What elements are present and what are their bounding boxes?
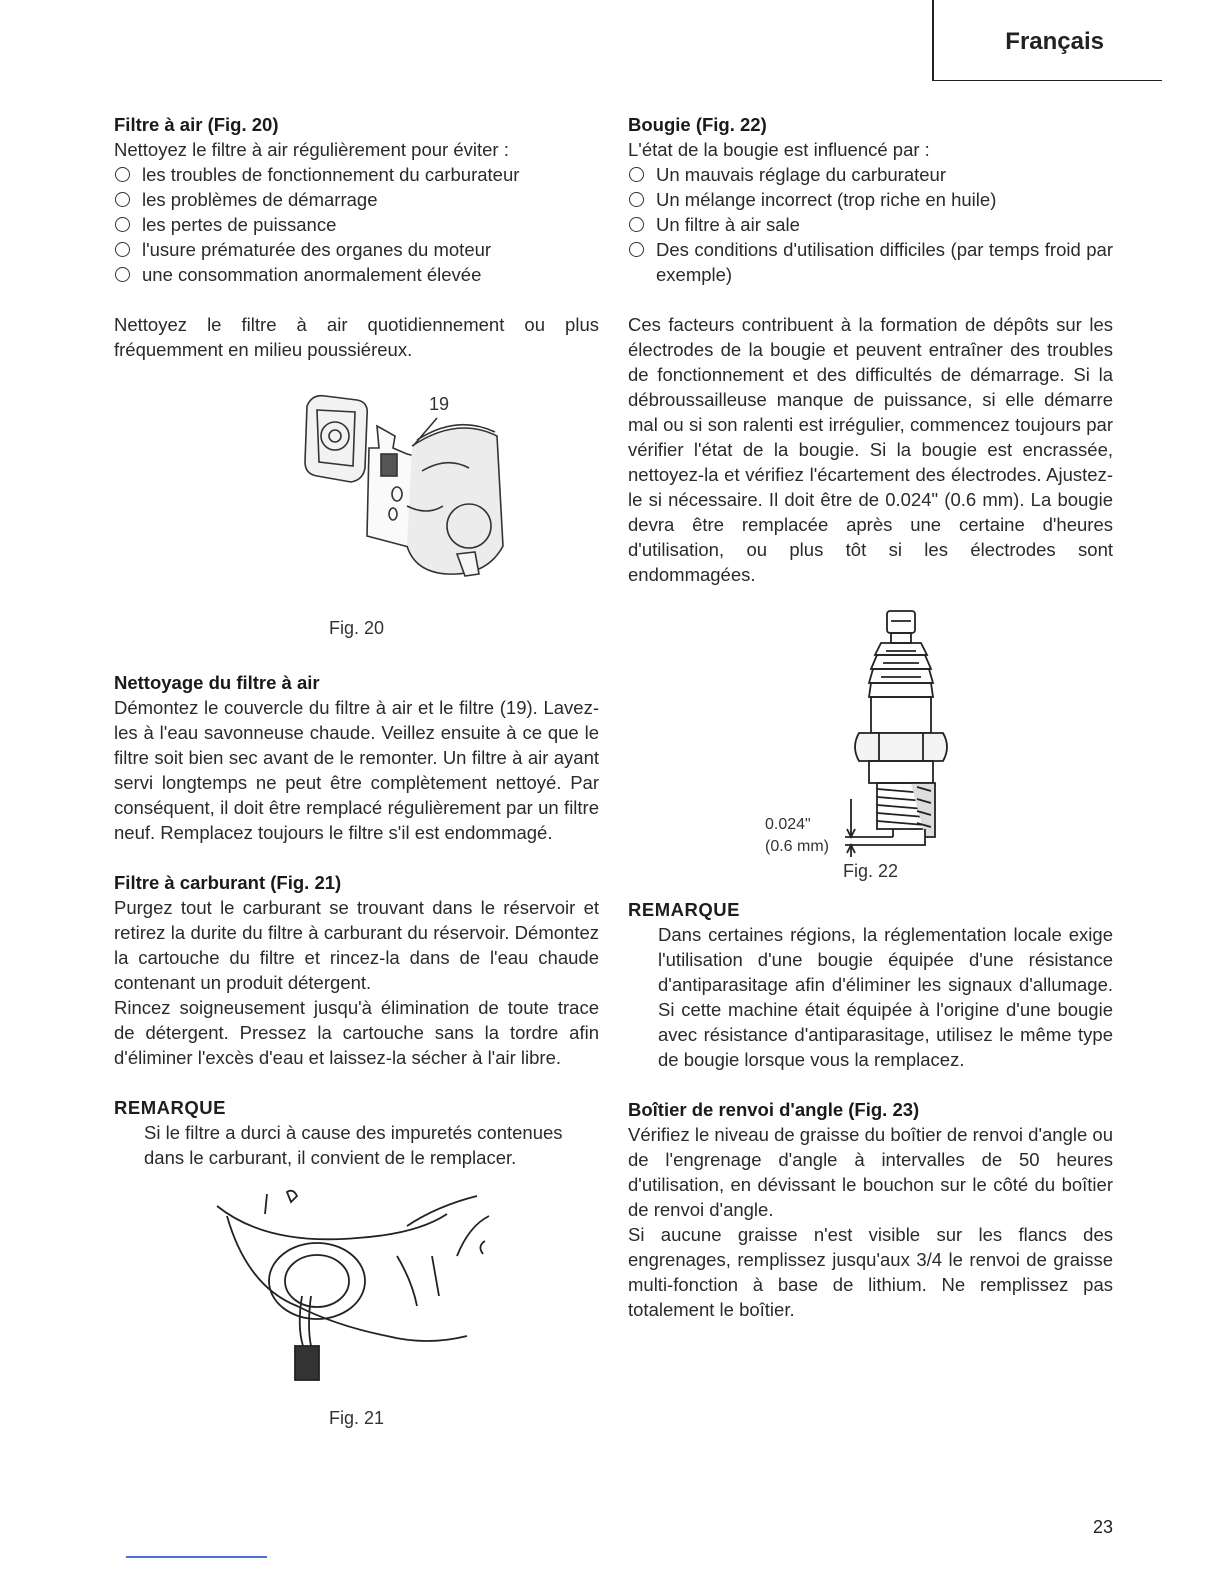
spark-plug-illustration (721, 607, 1021, 857)
gap-mm-label: (0.6 mm) (764, 838, 829, 855)
page-number: 23 (1093, 1517, 1114, 1537)
fuel-filter-text-2: Rincez soigneusement jusqu'à élimination de toute trace de détergent. Pressez la cartouche sans la tordre afin d'éliminer l'excès d'eau et laissez-la sécher à l'air libre. (114, 997, 599, 1068)
list-item: Un mauvais réglage du carburateur (628, 162, 1113, 187)
cleaning-title: Nettoyage du filtre à air (114, 672, 320, 693)
gap-inch-label: 0.024" (764, 816, 811, 833)
figure-21-fuel-filter (207, 1186, 507, 1386)
spark-plug-title: Bougie (Fig. 22) (628, 114, 767, 135)
fuel-filter-text-1: Purgez tout le carburant se trouvant dans le réservoir et retirez la durite du filtre à carburant du réservoir. Démontez la cartouche du filtre et rincez-la dans de l'eau chaude contenant un produit détergent. (114, 897, 599, 993)
callout-19: 19 (428, 394, 449, 414)
air-filter-illustration (207, 376, 507, 616)
circle-bullet-icon (629, 167, 644, 182)
circle-bullet-icon (115, 267, 130, 282)
right-column (628, 112, 1113, 1322)
right-note-title: REMARQUE (628, 899, 740, 920)
circle-bullet-icon (629, 192, 644, 207)
circle-bullet-icon (115, 192, 130, 207)
circle-bullet-icon (115, 167, 130, 182)
air-filter-intro: Nettoyez le filtre à air régulièrement pour éviter : (114, 139, 509, 160)
list-item: les problèmes de démarrage (114, 187, 599, 212)
figure-20-air-filter (207, 376, 507, 616)
list-item: les pertes de puissance (114, 212, 599, 237)
circle-bullet-icon (629, 242, 644, 257)
circle-bullet-icon (115, 242, 130, 257)
list-item: l'usure prématurée des organes du moteur (114, 237, 599, 262)
circle-bullet-icon (115, 217, 130, 232)
circle-bullet-icon (629, 217, 644, 232)
spark-plug-bullets (628, 162, 1113, 287)
air-filter-bullets (114, 162, 599, 287)
right-note-text: Dans certaines régions, la réglementation locale exige l'utilisation d'une bougie équipée d'une résistance d'antiparasitage afin d'éliminer les signaux d'allumage. Si cette machine était équipée à l'origine d'une bougie avec résistance d'antiparasitage, utilisez le même type de bougie lorsque vous la remplacez. (658, 924, 1113, 1070)
gear-case-title: Boîtier de renvoi d'angle (Fig. 23) (628, 1099, 920, 1120)
spark-plug-intro: L'état de la bougie est influencé par : (628, 139, 930, 160)
figure-22-caption: Fig. 22 (842, 861, 899, 881)
fuel-filter-title: Filtre à carburant (Fig. 21) (114, 872, 342, 893)
left-note-title: REMARQUE (114, 1097, 226, 1118)
list-item: les troubles de fonctionnement du carburateur (114, 162, 599, 187)
footer-rule (126, 1556, 267, 1558)
list-item: une consommation anormalement élevée (114, 262, 599, 287)
cleaning-text: Démontez le couvercle du filtre à air et le filtre (19). Lavez-les à l'eau savonneuse chaude. Veillez ensuite à ce que le filtre soit bien sec avant de le remonter. Un filtre à air ayant servi longtemps ne peut être complètement nettoyé. Par conséquent, il doit être remplacé régulièrement par un filtre neuf. Remplacez toujours le filtre s'il est endommagé. (114, 697, 599, 843)
list-item: Un filtre à air sale (628, 212, 1113, 237)
left-column (114, 112, 599, 1430)
list-item: Des conditions d'utilisation difficiles (par temps froid par exemple) (628, 237, 1113, 287)
left-note-text: Si le filtre a durci à cause des impuretés contenues dans le carburant, il convient de le remplacer. (144, 1122, 563, 1168)
language-label: Français (1005, 28, 1104, 55)
language-tab (932, 0, 1162, 81)
figure-22-spark-plug (721, 607, 1021, 857)
fuel-filter-illustration (207, 1186, 507, 1386)
air-filter-title: Filtre à air (Fig. 20) (114, 114, 279, 135)
figure-20-caption: Fig. 20 (328, 618, 385, 638)
list-item: Un mélange incorrect (trop riche en huile) (628, 187, 1113, 212)
spark-plug-paragraph: Ces facteurs contribuent à la formation de dépôts sur les électrodes de la bougie et peuvent entraîner des troubles de fonctionnement et des difficultés de démarrage. Si la débroussailleuse manque de puissance, si elle démarre mal ou si son ralenti est irrégulier, commencez toujours par vérifier l'état de la bougie. Si la bougie est encrassée, nettoyez-la et vérifiez l'écartement des électrodes. Ajustez-le si nécessaire. Il doit être de 0.024" (0.6 mm). La bougie devra être remplacée après une certaine d'heures d'utilisation, ou plus tôt si les électrodes sont endommagées. (628, 314, 1113, 585)
figure-21-caption: Fig. 21 (328, 1408, 385, 1428)
air-filter-paragraph: Nettoyez le filtre à air quotidiennement ou plus fréquemment en milieu poussiéreux. (114, 314, 599, 360)
gear-case-text-2: Si aucune graisse n'est visible sur les flancs des engrenages, remplissez jusqu'aux 3/4 le renvoi de graisse multi-fonction à base de lithium. Ne remplissez pas totalement le boîtier. (628, 1224, 1113, 1320)
gear-case-text-1: Vérifiez le niveau de graisse du boîtier de renvoi d'angle ou de l'engrenage d'angle à intervalles de 50 heures d'utilisation, en dévissant le bouchon sur le côté du boîtier de renvoi d'angle. (628, 1124, 1113, 1220)
